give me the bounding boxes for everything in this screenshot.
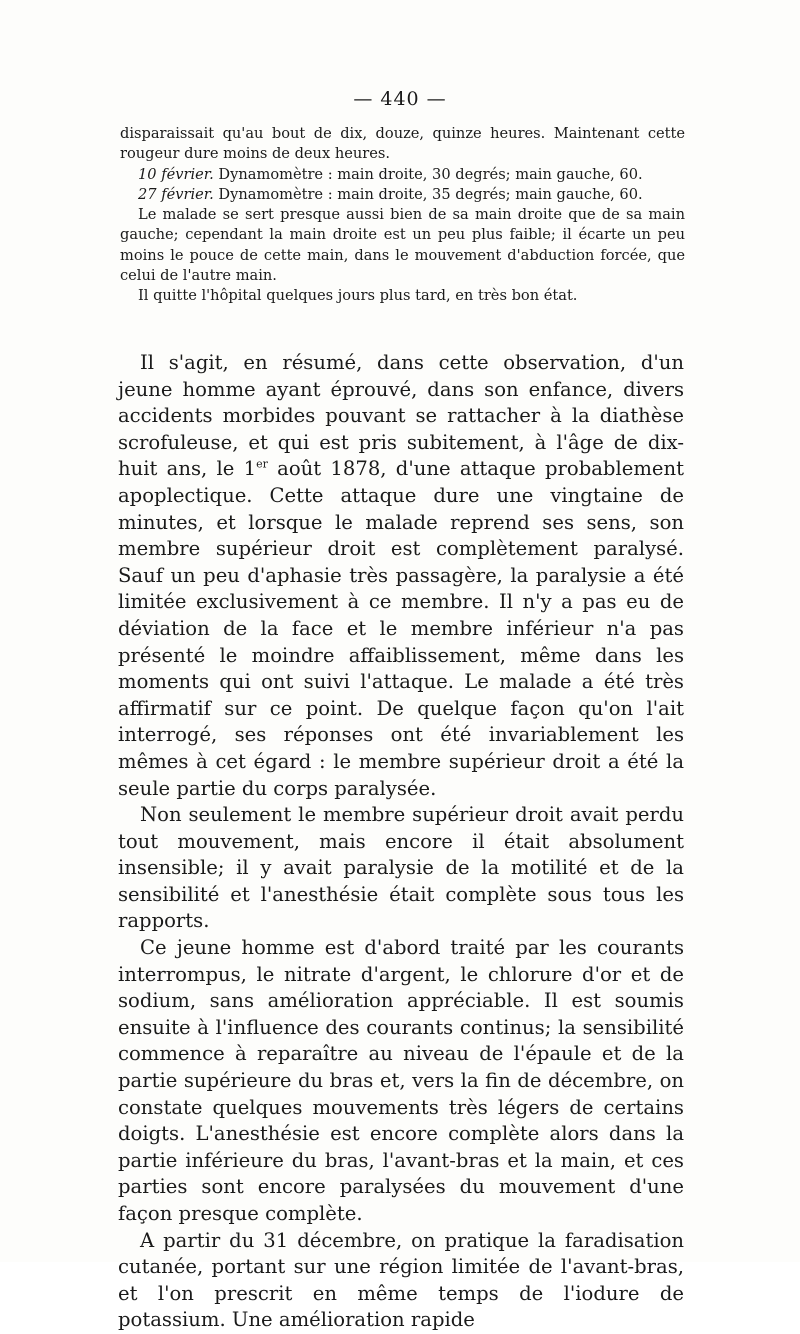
small-paragraph: Il quitte l'hôpital quelques jours plus tard, en très bon état. xyxy=(138,287,578,305)
page-number: — 440 — xyxy=(353,88,447,110)
small-paragraph: Le malade se sert presque aussi bien de sa main droite que de sa main gauche; cependant la main droite est un peu plus faible; il écarte un peu moins le pouce de cette main, dans le mouvement d'abduction forcée, que celui de l'autre main. xyxy=(120,206,685,285)
main-paragraph: Non seulement le membre supérieur droit avait perdu tout mouvement, mais encore il était absolument insensible; il y avait paralysie de la motilité et de la sensibilité et l'anesthésie était complète sous tous les rapports. xyxy=(118,803,684,933)
main-paragraph: Ce jeune homme est d'abord traité par les courants interrompus, le nitrate d'argent, le chlorure d'or et de sodium, sans amélioration appréciable. Il est soumis ensuite à l'influence des courants continus; la sensibilité commence à reparaître au niveau de l'épaule et de la partie supérieure du bras et, vers la fin de décembre, on constate quelques mouvements très légers de certains doigts. L'anesthésie est encore complète alors dans la partie inférieure du bras, l'avant-bras et la main, et ces parties sont encore paralysées du mouvement d'une façon presque complète. xyxy=(118,936,684,1225)
paragraph-text: août 1878, d'une attaque probablement apoplectique. Cette attaque dure une vingtaine de minutes, et lorsque le malade reprend ses sens, son membre supérieur droit est complètement paralysé. Sauf un peu d'aphasie très passagère, la paralysie a été limitée exclusivement à ce membre. Il n'y a pas eu de déviation de la face et le membre inférieur n'a pas présenté le moindre affaiblissement, même dans les moments qui ont suivi l'attaque. Le malade a été très affirmatif sur ce point. De quelque façon qu'on l'ait interrogé, ses réponses ont été invariablement les mêmes à cet égard : le membre supérieur droit a été la seule partie du corps paralysée. xyxy=(118,457,684,800)
superscript: er xyxy=(256,457,268,471)
main-text-block xyxy=(118,350,684,1334)
small-paragraph xyxy=(120,185,685,205)
date-label: 27 février. xyxy=(138,185,214,203)
date-label: 10 février. xyxy=(138,165,214,183)
small-paragraph xyxy=(120,165,685,185)
dynamometer-reading: Dynamomètre : main droite, 35 degrés; main gauche, 60. xyxy=(213,185,643,203)
main-paragraph xyxy=(118,350,684,802)
small-paragraph: disparaissait qu'au bout de dix, douze, quinze heures. Maintenant cette rougeur dure moins de deux heures. xyxy=(120,125,685,163)
dynamometer-reading: Dynamomètre : main droite, 30 degrés; main gauche, 60. xyxy=(213,165,643,183)
small-print-block xyxy=(120,124,685,307)
paragraph-text: Il s'agit, en résumé, dans cette observation, d'un jeune homme ayant éprouvé, dans son enfance, divers accidents morbides pouvant se rattacher à la diathèse scrofuleuse, et qui est pris subitement, à l'âge de dix-huit ans, le 1 xyxy=(118,351,684,481)
main-paragraph: A partir du 31 décembre, on pratique la faradisation cutanée, portant sur une région limitée de l'avant-bras, et l'on prescrit en même temps de l'iodure de potassium. Une amélioration rapide xyxy=(118,1228,684,1332)
